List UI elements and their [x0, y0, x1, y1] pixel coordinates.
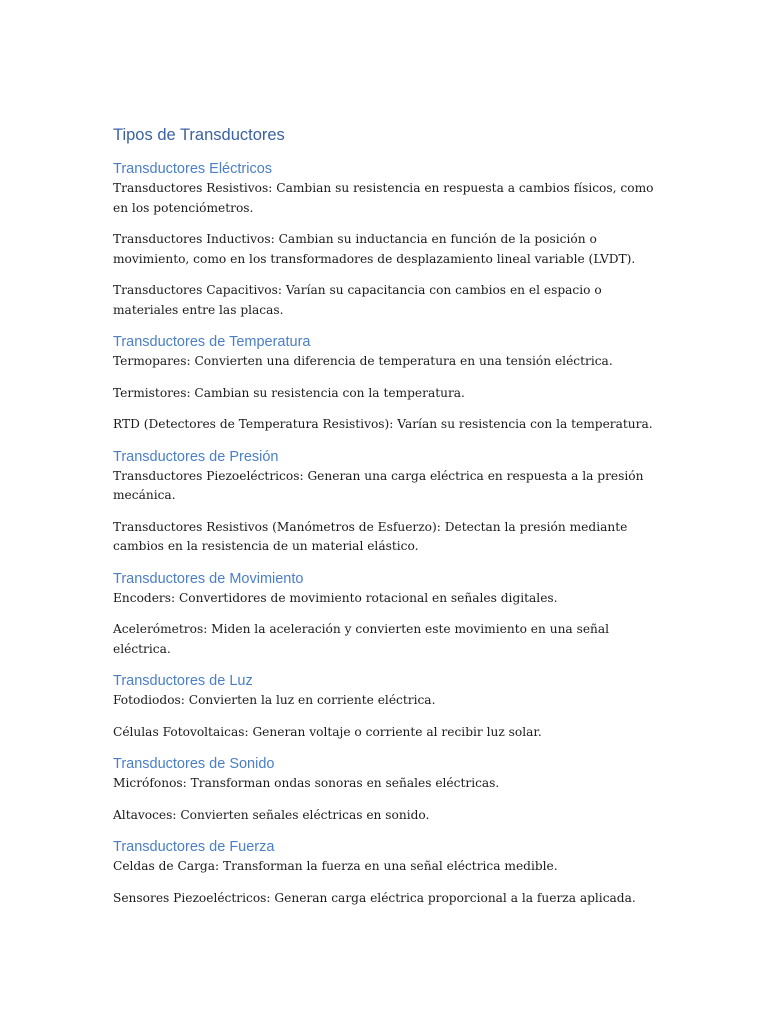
- paragraph: Celdas de Carga: Transforman la fuerza en una señal eléctrica medible.: [113, 859, 558, 873]
- paragraph: Termopares: Convierten una diferencia de temperatura en una tensión eléctrica.: [113, 354, 613, 368]
- paragraph: Sensores Piezoeléctricos: Generan carga eléctrica proporcional a la fuerza aplicada.: [113, 890, 636, 905]
- document-title: Tipos de Transductores: [113, 126, 285, 144]
- paragraph: Transductores Inductivos: Cambian su inductancia en función de la posición o movimiento, como en los transformadores de desplazamiento lineal variable (LVDT).: [113, 232, 636, 266]
- section-heading: Transductores de Sonido: [113, 756, 275, 772]
- section-heading: Transductores de Movimiento: [113, 570, 304, 587]
- section-heading: Transductores de Presión: [113, 448, 279, 465]
- paragraph: Encoders: Convertidores de movimiento rotacional en señales digitales.: [113, 590, 558, 605]
- section-movimiento: [113, 569, 658, 660]
- paragraph: Transductores Piezoeléctricos: Generan una carga eléctrica en respuesta a la presión mecánica.: [113, 468, 644, 502]
- paragraph: Altavoces: Convierten señales eléctricas en sonido.: [113, 807, 430, 822]
- section-heading: Transductores Eléctricos: [113, 161, 273, 177]
- paragraph: RTD (Detectores de Temperatura Resistivos): Varían su resistencia con la temperatura.: [113, 417, 653, 431]
- paragraph: Transductores Capacitivos: Varían su capacitancia con cambios en el espacio o materiales entre las placas.: [113, 283, 602, 317]
- section-heading: Transductores de Temperatura: [113, 334, 311, 350]
- paragraph: Micrófonos: Transforman ondas sonoras en señales eléctricas.: [113, 776, 500, 790]
- paragraph: Acelerómetros: Miden la aceleración y convierten este movimiento en una señal eléctrica.: [113, 622, 610, 656]
- paragraph: Transductores Resistivos (Manómetros de Esfuerzo): Detectan la presión mediante cambios en la resistencia de un material elástico.: [113, 519, 628, 553]
- document-page: [113, 124, 658, 920]
- section-heading: Transductores de Fuerza: [113, 839, 275, 855]
- section-heading: Transductores de Luz: [113, 673, 253, 689]
- section-presion: [113, 447, 658, 557]
- section-temperatura: [113, 332, 658, 435]
- paragraph: Células Fotovoltaicas: Generan voltaje o corriente al recibir luz solar.: [113, 724, 542, 739]
- section-electricos: [113, 159, 658, 320]
- section-sonido: [113, 754, 658, 825]
- section-luz: [113, 671, 658, 742]
- section-fuerza: [113, 837, 658, 908]
- paragraph: Termistores: Cambian su resistencia con la temperatura.: [113, 385, 465, 400]
- paragraph: Fotodiodos: Convierten la luz en corriente eléctrica.: [113, 693, 436, 707]
- paragraph: Transductores Resistivos: Cambian su resistencia en respuesta a cambios físicos, como en los potenciómetros.: [113, 181, 654, 215]
